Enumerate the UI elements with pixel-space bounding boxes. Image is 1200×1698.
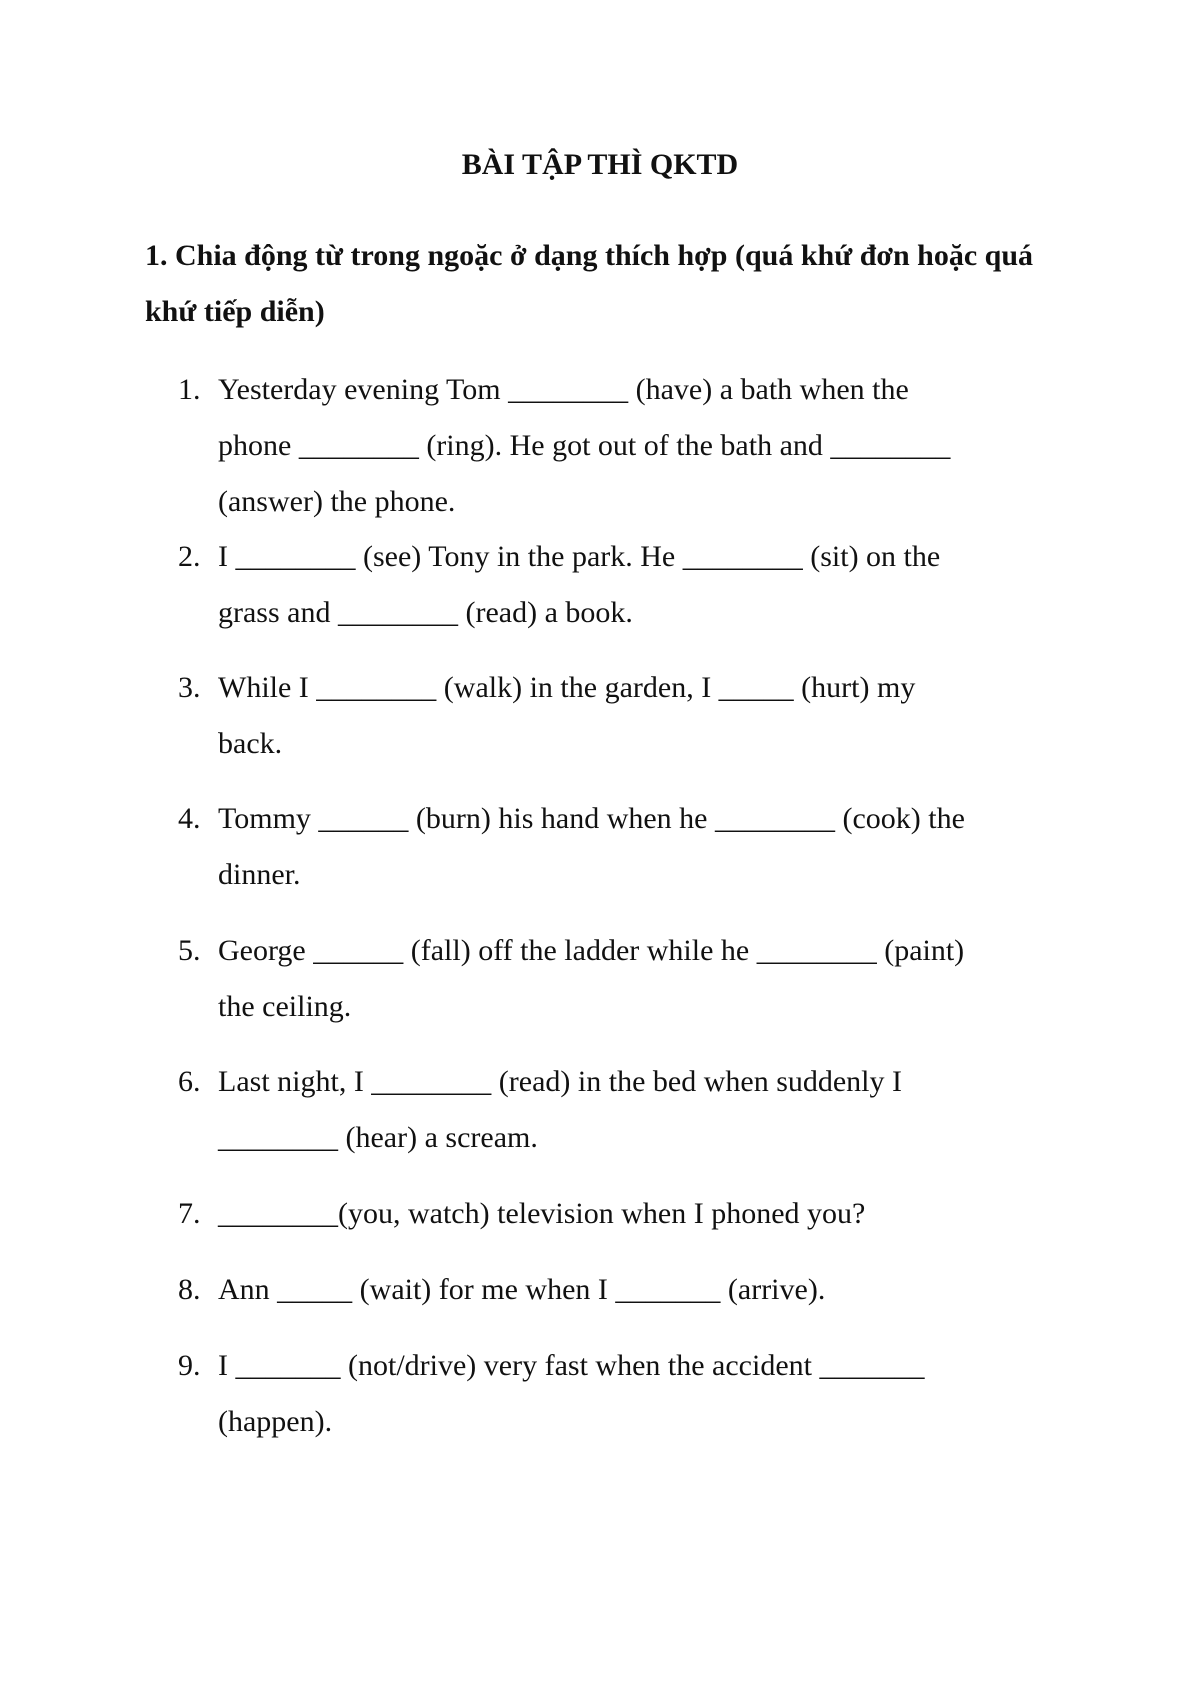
exercise-sentence: Ann _____ (wait) for me when I _______ (arrive). — [218, 1273, 826, 1306]
exercise-sentence: Last night, I ________ (read) in the bed when suddenly I ________ (hear) a scream. — [218, 1065, 903, 1154]
exercise-number: 1. — [178, 373, 201, 406]
section-heading: 1. Chia động từ trong ngoặc ở dạng thích hợp (quá khứ đơn hoặc quá khứ tiếp diễn) — [145, 239, 1034, 328]
exercise-sentence: Tommy ______ (burn) his hand when he ________ (cook) the dinner. — [218, 802, 965, 891]
exercise-sentence: George ______ (fall) off the ladder while he ________ (paint) the ceiling. — [218, 934, 965, 1023]
exercise-sentence: While I ________ (walk) in the garden, I _____ (hurt) my back. — [218, 671, 916, 760]
exercise-sentence: I _______ (not/drive) very fast when the accident _______ (happen). — [218, 1349, 925, 1438]
exercise-number: 8. — [178, 1273, 201, 1306]
exercise-number: 9. — [178, 1349, 201, 1382]
exercise-number: 3. — [178, 671, 201, 704]
exercise-sentence: ________(you, watch) television when I phoned you? — [218, 1197, 866, 1230]
exercise-sentence: Yesterday evening Tom ________ (have) a bath when the phone ________ (ring). He got out of the bath and ________ (answer) the phone. — [218, 373, 951, 518]
exercise-number: 4. — [178, 802, 201, 835]
exercise-number: 2. — [178, 540, 201, 573]
exercise-sentence: I ________ (see) Tony in the park. He ________ (sit) on the grass and ________ (read) a book. — [218, 540, 941, 629]
exercise-number: 5. — [178, 934, 201, 967]
page-title: BÀI TẬP THÌ QKTD — [461, 148, 739, 181]
exercise-number: 7. — [178, 1197, 201, 1230]
exercise-number: 6. — [178, 1065, 201, 1098]
